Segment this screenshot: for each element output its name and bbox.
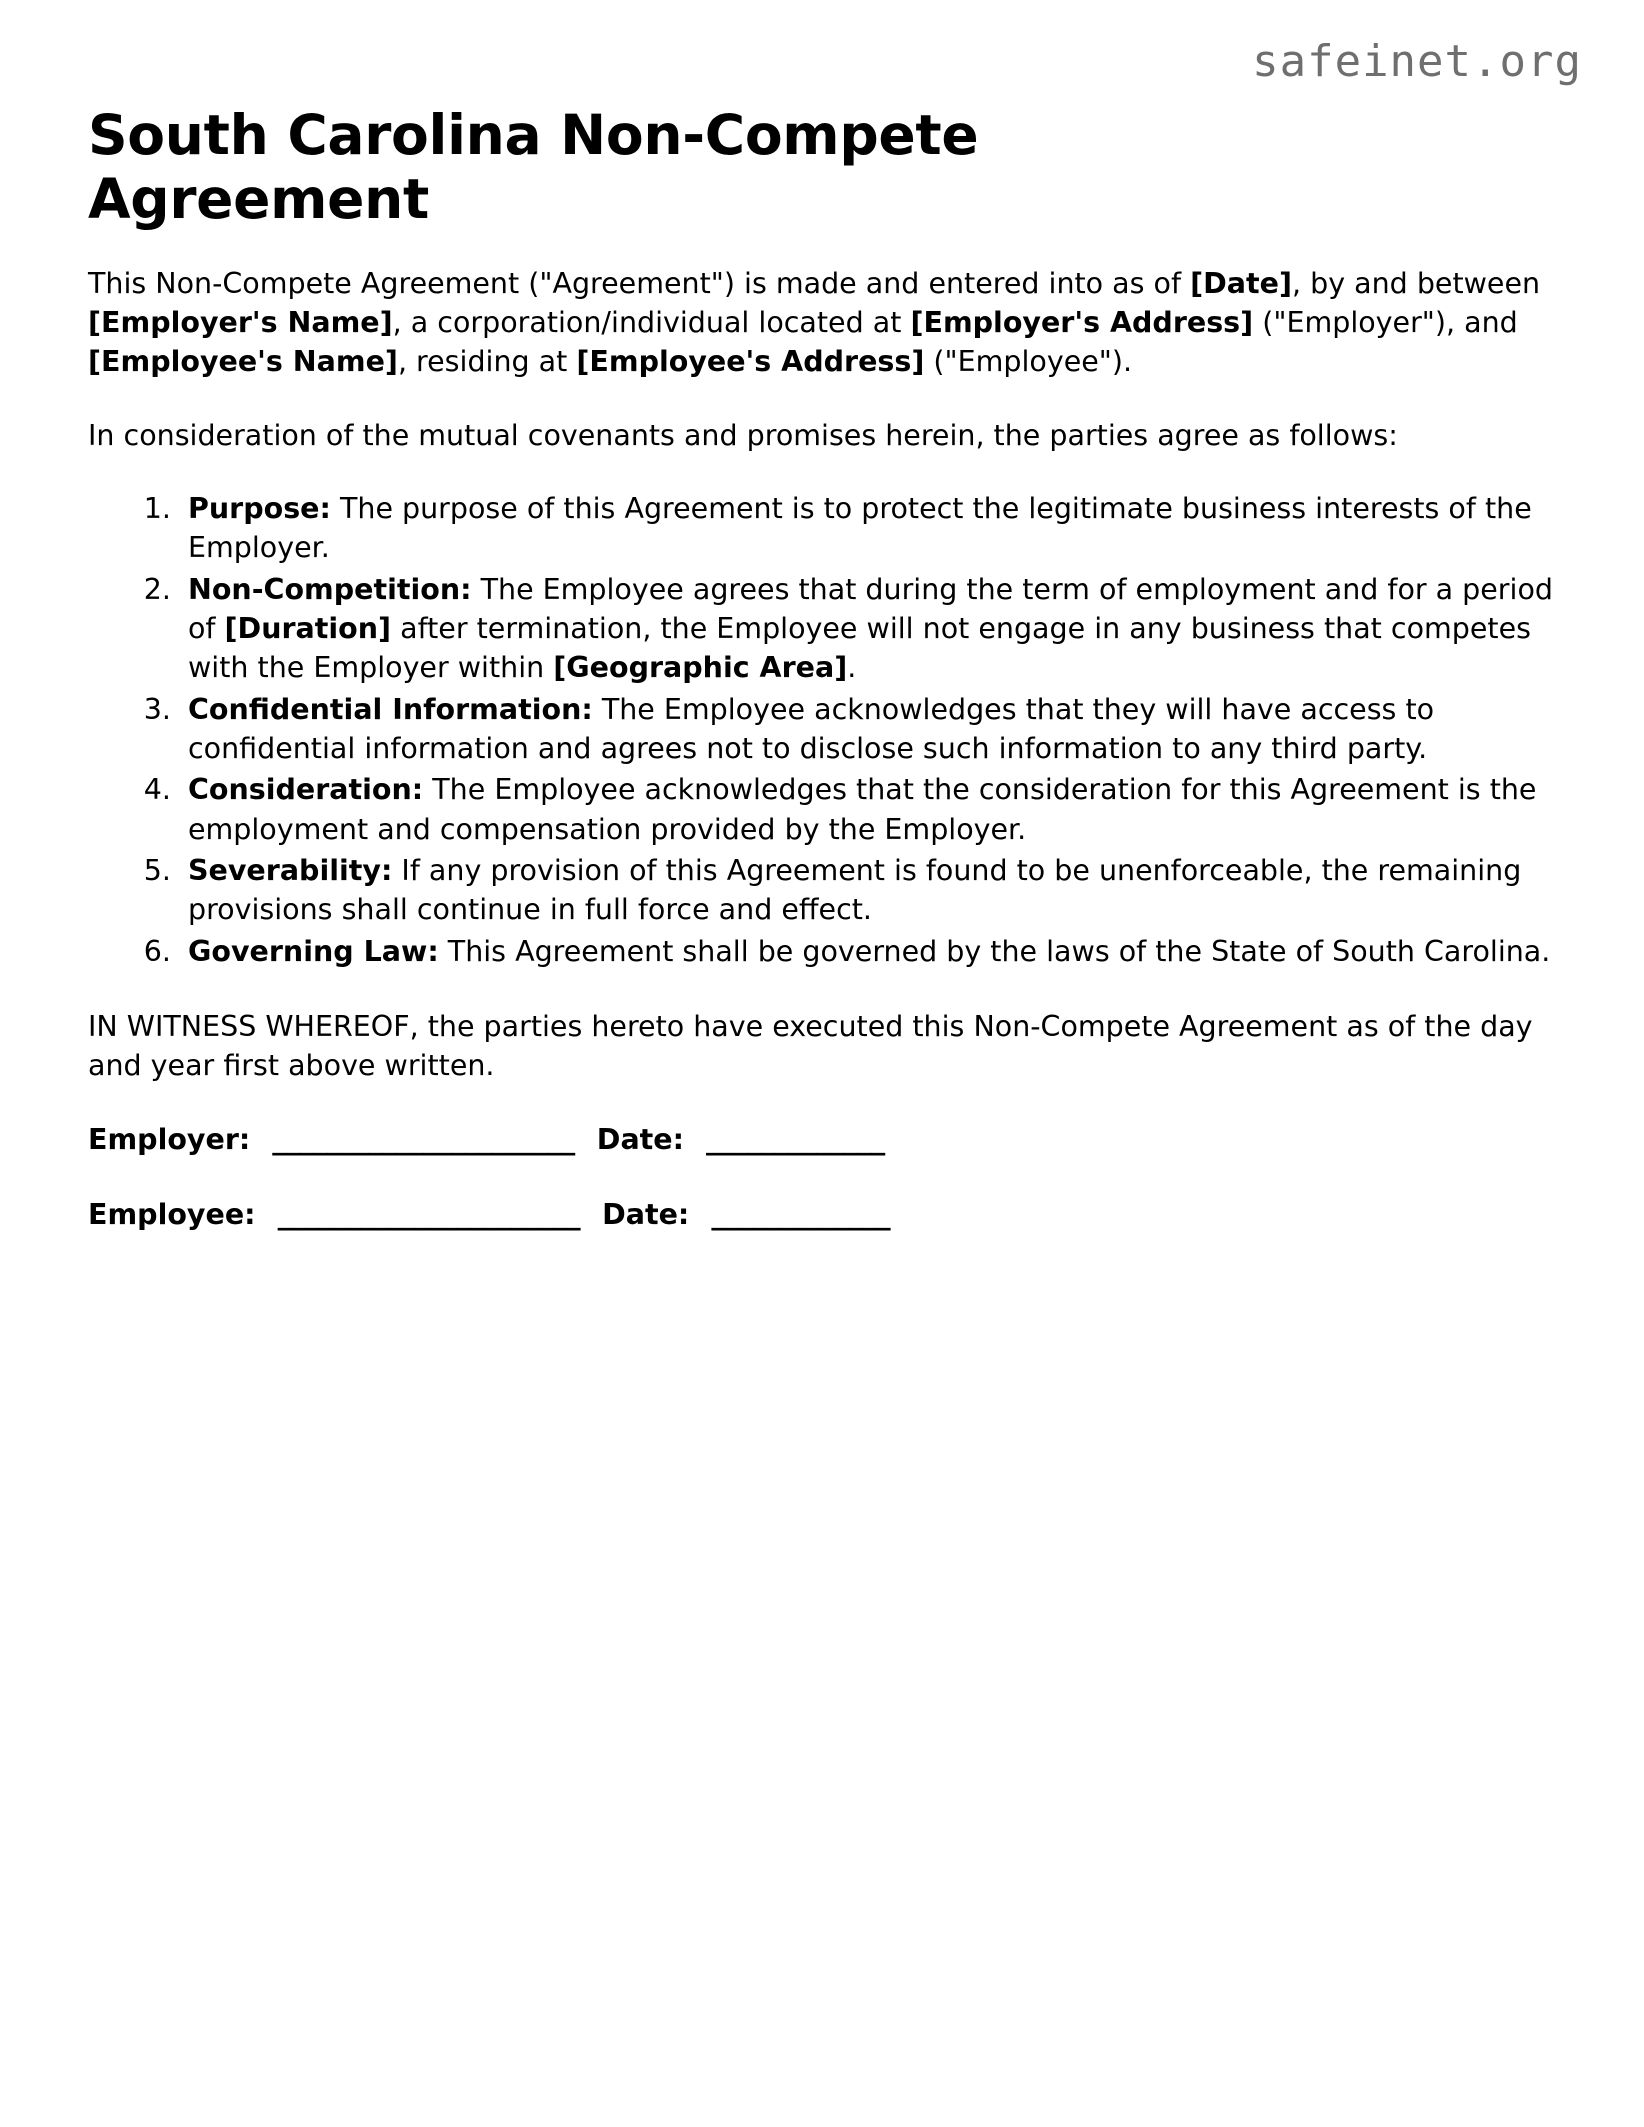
intro-text-5: , residing at: [397, 345, 577, 379]
clause-item-severability: [180, 851, 1558, 930]
clause-body-governing-law: This Agreement shall be governed by the laws of the State of South Carolina.: [438, 934, 1551, 968]
clause-body-severability: If any provision of this Agreement is found to be unenforceable, the remaining provisions shall continue in full force and effect.: [188, 853, 1522, 927]
placeholder-employer-address: [Employer's Address]: [910, 305, 1254, 339]
document-body: [88, 104, 1558, 1271]
clause-list: [88, 489, 1558, 971]
placeholder-employee-address: [Employee's Address]: [576, 345, 925, 379]
employee-date-label: Date:: [602, 1198, 690, 1232]
placeholder-duration: [Duration]: [224, 611, 392, 645]
clause-heading-non-competition: Non-Competition:: [188, 572, 472, 606]
consideration-paragraph: In consideration of the mutual covenants and promises herein, the parties agree as follows:: [88, 418, 1398, 452]
clause-body-confidential-information: The Employee acknowledges that they will have access to confidential information and agrees not to disclose such information to any third party.: [188, 692, 1435, 765]
signature-block: [88, 1120, 1558, 1236]
employer-signature-line[interactable]: ______________________: [272, 1122, 575, 1156]
page-title: South Carolina Non-Compete Agreement: [88, 103, 979, 231]
placeholder-employee-name: [Employee's Name]: [88, 345, 398, 379]
clause-heading-purpose: Purpose:: [188, 491, 331, 525]
employee-signature-line[interactable]: ______________________: [277, 1198, 581, 1232]
intro-text-6: ("Employee").: [924, 345, 1133, 379]
clause-body-consideration: The Employee acknowledges that the consideration for this Agreement is the employment and compensation provided by the Employer.: [188, 773, 1537, 846]
intro-text-2: , by and between: [1292, 266, 1541, 300]
employee-date-line[interactable]: _____________: [711, 1198, 891, 1232]
intro-paragraph: [88, 264, 1558, 382]
employer-date-label: Date:: [596, 1122, 685, 1156]
signature-row-employer: [88, 1120, 1558, 1160]
clause-item-confidential-information: [180, 690, 1558, 769]
employer-signature-label: Employer:: [88, 1122, 251, 1156]
clause-item-non-competition: [180, 570, 1558, 688]
clause-body-non-competition-b: after termination, the Employee will not engage in any business that competes with the Employer within: [188, 611, 1531, 685]
clause-body-non-competition-a: The Employee agrees that during the term of employment and for a period of: [188, 572, 1553, 645]
employer-date-line[interactable]: _____________: [706, 1122, 885, 1156]
clause-heading-consideration: Consideration:: [188, 773, 424, 807]
intro-text-1: This Non-Compete Agreement ("Agreement") is made and entered into as of: [88, 266, 1191, 300]
site-watermark: safeinet.org: [1252, 36, 1582, 87]
clause-body-non-competition-c: .: [847, 651, 857, 685]
signature-row-employee: [88, 1195, 1558, 1235]
clause-item-governing-law: [180, 932, 1558, 971]
clause-heading-governing-law: Governing Law:: [188, 934, 439, 968]
clause-heading-severability: Severability:: [188, 853, 393, 887]
employee-signature-label: Employee:: [88, 1198, 256, 1232]
placeholder-employer-name: [Employer's Name]: [88, 305, 393, 339]
placeholder-geographic-area: [Geographic Area]: [553, 651, 848, 685]
clause-item-consideration: [180, 770, 1558, 849]
clause-heading-confidential-information: Confidential Information:: [188, 692, 593, 726]
clause-body-purpose: The purpose of this Agreement is to protect the legitimate business interests of the Employer.: [188, 491, 1532, 565]
intro-text-4: ("Employer"), and: [1253, 305, 1518, 339]
witness-paragraph: IN WITNESS WHEREOF, the parties hereto have executed this Non-Compete Agreement as of the day and year first above written.: [88, 1009, 1533, 1083]
intro-text-3: , a corporation/individual located at: [392, 305, 911, 339]
placeholder-date: [Date]: [1190, 266, 1292, 300]
clause-item-purpose: [180, 489, 1558, 568]
